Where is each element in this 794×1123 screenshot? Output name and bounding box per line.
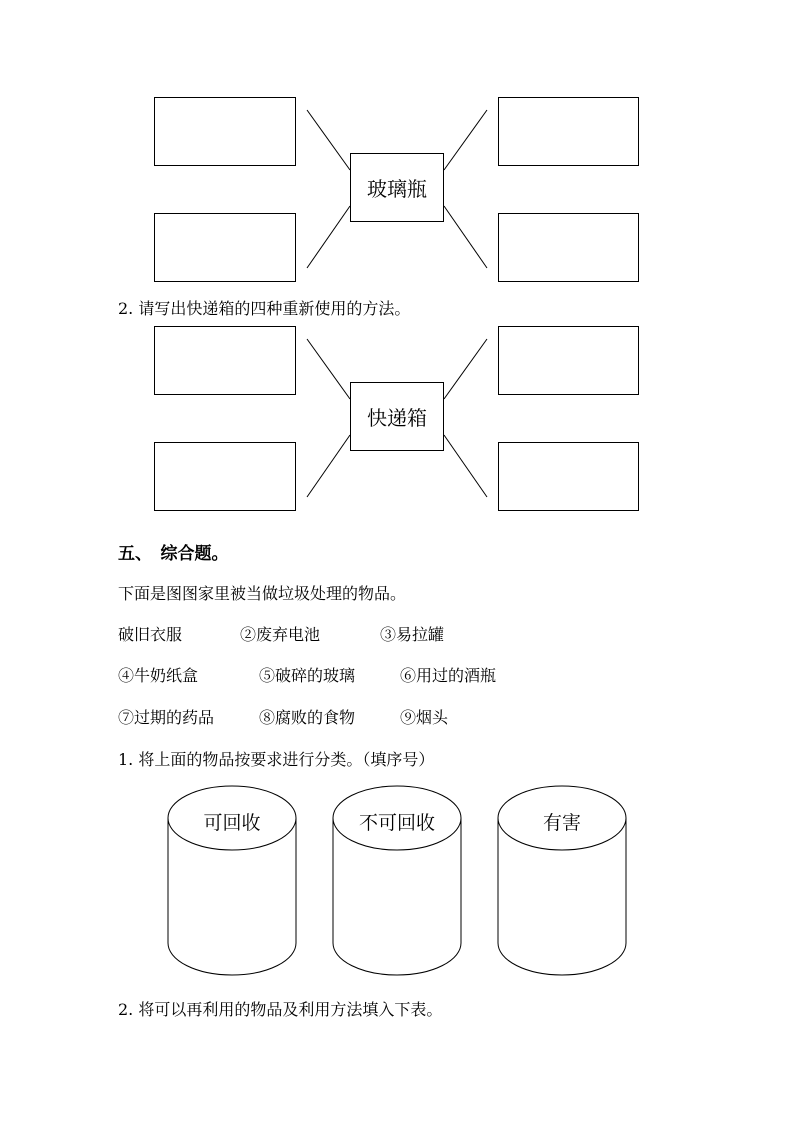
item-list-item: ⑤破碎的玻璃 (259, 666, 356, 685)
item-list-item: ④牛奶纸盒 (118, 666, 199, 685)
section-heading: 五、 综合题。 (118, 544, 229, 564)
task-1: 1. 将上面的物品按要求进行分类。（填序号） (118, 750, 435, 769)
intro-text: 下面是图图家里被当做垃圾处理的物品。 (118, 584, 407, 603)
bin-label-hazardous: 有害 (542, 812, 581, 834)
center-label: 玻璃瓶 (367, 177, 427, 201)
item-list-item: ⑥用过的酒瓶 (400, 666, 497, 685)
bin-label-recyclable: 可回收 (203, 812, 261, 834)
item-list-item: ⑦过期的药品 (118, 708, 215, 727)
item-list-item: ⑨烟头 (400, 708, 449, 727)
item-list-item: ②废弃电池 (240, 625, 321, 644)
task-2: 2. 将可以再利用的物品及利用方法填入下表。 (118, 1000, 443, 1019)
center-label: 快递箱 (367, 406, 427, 430)
bin-label-nonrecyclable: 不可回收 (358, 812, 435, 834)
item-list-item: ③易拉罐 (380, 625, 445, 644)
item-list-item: ⑧腐败的食物 (259, 708, 356, 727)
item-list-item: 破旧衣服 (118, 625, 183, 644)
question-2: 2. 请写出快递箱的四种重新使用的方法。 (118, 299, 411, 318)
